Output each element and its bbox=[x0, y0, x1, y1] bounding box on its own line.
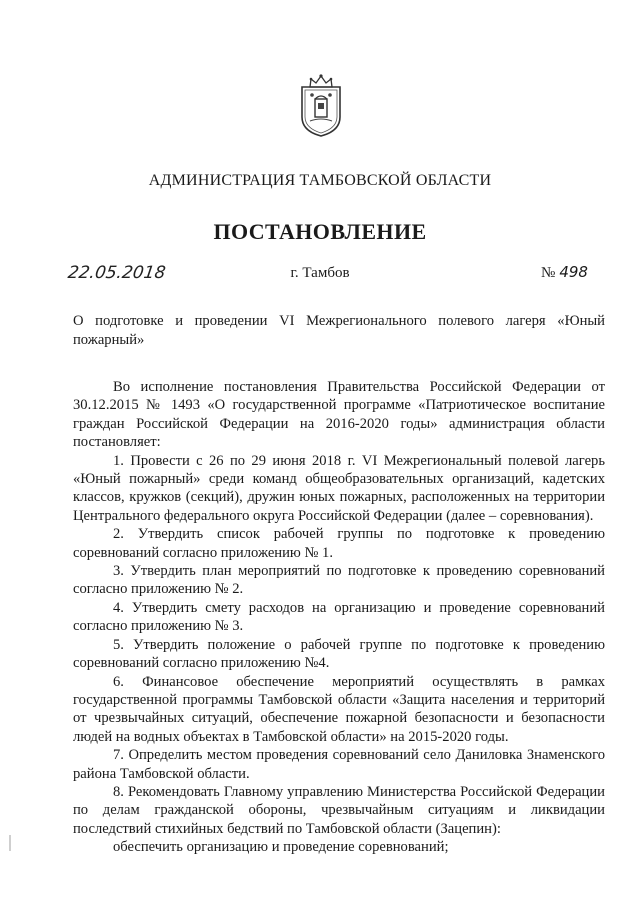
clause-7: 7. Определить местом проведения соревнований село Даниловка Знаменского района Тамбовской области. bbox=[73, 747, 605, 782]
document-type-title: ПОСТАНОВЛЕНИЕ bbox=[213, 219, 427, 244]
coat-of-arms-emblem bbox=[296, 73, 346, 137]
document-subject: О подготовке и проведении VI Межрегионального полевого лагеря «Юный пожарный» bbox=[73, 313, 605, 348]
organization-name: АДМИНИСТРАЦИЯ ТАМБОВСКОЙ ОБЛАСТИ bbox=[148, 172, 492, 189]
preamble-paragraph: Во исполнение постановления Правительства Российской Федерации от 30.12.2015 № 1493 «О государственной программе «Патриотическое воспитание граждан Российской Федерации на 2016-2020 годы» администрация области постановляет: bbox=[73, 379, 605, 451]
document-city: г. Тамбов bbox=[290, 265, 350, 281]
clause-4: 4. Утвердить смету расходов на организацию и проведение соревнований согласно приложению № 3. bbox=[73, 599, 605, 635]
scan-edge-mark bbox=[9, 835, 11, 851]
clause-6: 6. Финансовое обеспечение мероприятий осуществлять в рамках государственной программы Тамбовской области «Защита населения и территорий от чрезвычайных ситуаций, обеспечение пожарной безопасности и безопасности людей на водных объектах в Тамбовской области» на 2015-2020 годы. bbox=[73, 673, 605, 745]
clause-2: 2. Утвердить список рабочей группы по подготовке к проведению соревнований согласно приложению № 1. bbox=[73, 526, 605, 561]
number-value: 498 bbox=[559, 263, 588, 281]
clause-8: 8. Рекомендовать Главному управлению Министерства Российской Федерации по делам гражданской обороны, чрезвычайным ситуациям и ликвидации последствий стихийных бедствий по Тамбовской области (Зацепин): bbox=[73, 783, 605, 837]
clause-5: 5. Утвердить положение о рабочей группе по подготовке к проведению соревнований согласно приложению №4. bbox=[73, 636, 605, 672]
number-label: № bbox=[541, 265, 556, 281]
document-body bbox=[73, 378, 605, 857]
document-date: 22.05.2018 bbox=[66, 263, 167, 283]
clause-3: 3. Утвердить план мероприятий по подготовке к проведению соревнований согласно приложению № 2. bbox=[73, 563, 605, 598]
document-number bbox=[541, 263, 588, 282]
clause-1: 1. Провести с 26 по 29 июня 2018 г. VI Межрегиональный полевой лагерь «Юный пожарный» среди команд общеобразовательных организаций, кадетских классов, кружков (секций), дружин юных пожарных, расположенных на территории Центрального федерального округа Российской Федерации (далее – соревнования). bbox=[73, 452, 605, 524]
clause-8-subitem: обеспечить организацию и проведение соревнований; bbox=[113, 839, 449, 856]
